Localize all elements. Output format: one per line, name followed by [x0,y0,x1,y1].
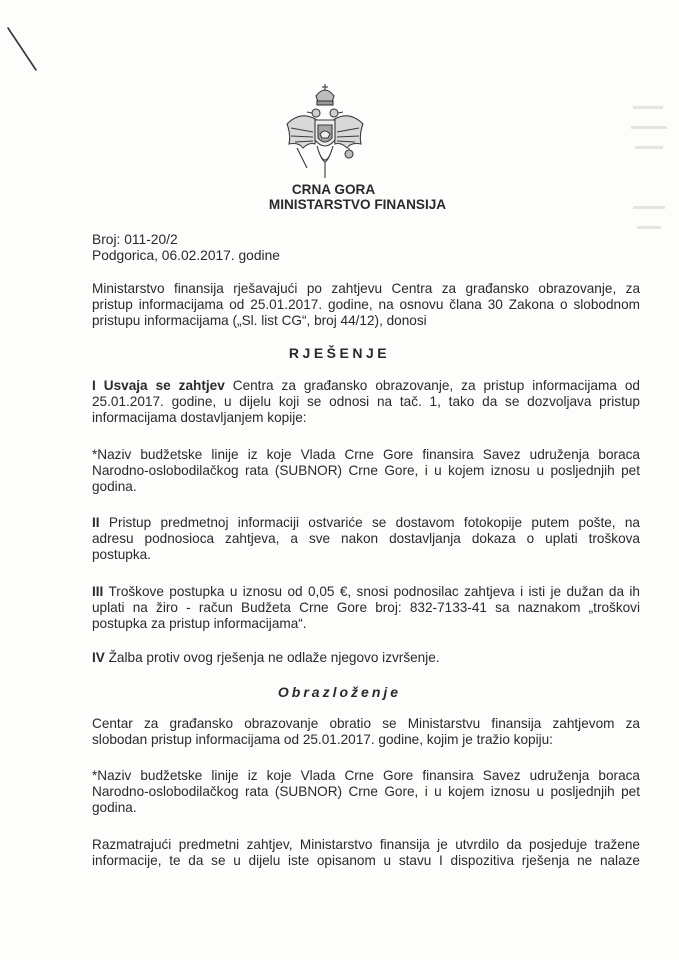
quote-line: *Naziv budžetske linije iz koje Vlada Crne Gore finansira Savez udruženja boraca [92,447,640,462]
ministry-heading: MINISTARSTVO FINANSIJA [268,197,447,212]
item-3-text: uplati na žiro - račun Budžeta Crne Gore broj: 832-7133-41 sa naznakom „troškovi [92,600,640,615]
country-heading: CRNA GORA [291,182,376,197]
requested-info-quote-2 [92,768,640,816]
intro-paragraph [92,281,640,329]
item-1-text: Centra za građansko obrazovanje, za pristup informacijama od [224,378,640,393]
item-2-text: adresu podnosioca zahtjeva, a sve nakon dostavljanja dokaza o uplati troškova [92,531,640,546]
decision-item-4 [92,650,640,666]
quote-line: *Naziv budžetske linije iz koje Vlada Crne Gore finansira Savez udruženja boraca [92,768,640,783]
item-2-text: postupka. [92,547,151,562]
requested-info-quote [92,447,640,495]
reasoning-paragraph-2 [92,837,640,869]
reasoning-line: Razmatrajući predmetni zahtjev, Ministarstvo finansija je utvrdilo da posjeduje tražene [92,837,640,852]
montenegro-coat-of-arms-icon [283,82,367,182]
reasoning-line: informacije, te da se u dijelu iste opisanom u stavu I dispozitiva rješenja ne nalaze [92,853,640,868]
place-and-date: Podgorica, 06.02.2017. godine [92,248,280,263]
quote-line: Narodno-oslobodilačkog rata (SUBNOR) Crne Gore, i u kojem iznosu u posljednjih pet [92,784,640,799]
decision-item-3 [92,584,640,632]
item-1-text: informacijama dostavljanjem kopije: [92,410,307,425]
item-4-text: Žalba protiv ovog rješenja ne odlaže njegovo izvršenje. [104,650,440,665]
bleed-through-shadow [627,96,673,246]
item-3-text: postupka za pristup informacijama“. [92,616,307,631]
reasoning-title: Obrazloženje [277,684,402,700]
reasoning-paragraph-1 [92,716,640,748]
item-3-label: III [92,584,104,599]
item-2-label: II [92,515,100,530]
decision-item-2 [92,515,640,563]
reasoning-line: slobodan pristup informacijama od 25.01.2017. godine, kojim je tražio kopiju: [92,732,553,747]
item-1-label: I Usvaja se zahtjev [92,378,225,393]
intro-line: Ministarstvo finansija rješavajući po zahtjevu Centra za građansko obrazovanje, za [92,281,640,296]
intro-line: pristup informacijama od 25.01.2017. godine, na osnovu člana 30 Zakona o slobodnom [92,297,640,312]
item-3-text: Troškove postupka u iznosu od 0,05 €, snosi podnosilac zahtjeva i isti je dužan da ih [103,584,640,599]
item-2-text: Pristup predmetnoj informaciji ostvariće se dostavom fotokopije putem pošte, na [99,515,640,530]
quote-line: godina. [92,800,137,815]
item-1-text: 25.01.2017. godine, u dijelu koji se odnosi na tač. 1, tako da se dozvoljava pristup [92,394,640,409]
intro-line: pristupu informacijama („Sl. list CG“, broj 44/12), donosi [92,313,427,328]
decision-title: RJEŠENJE [288,345,391,361]
item-4-label: IV [92,650,105,665]
document-number: Broj: 011-20/2 [92,232,178,247]
quote-line: Narodno-oslobodilačkog rata (SUBNOR) Crne Gore, i u kojem iznosu u posljednjih pet [92,463,640,478]
reasoning-line: Centar za građansko obrazovanje obratio se Ministarstvu finansija zahtjevom za [92,716,640,731]
pen-stroke-mark [6,26,40,72]
decision-item-1 [92,378,640,426]
quote-line: godina. [92,479,137,494]
